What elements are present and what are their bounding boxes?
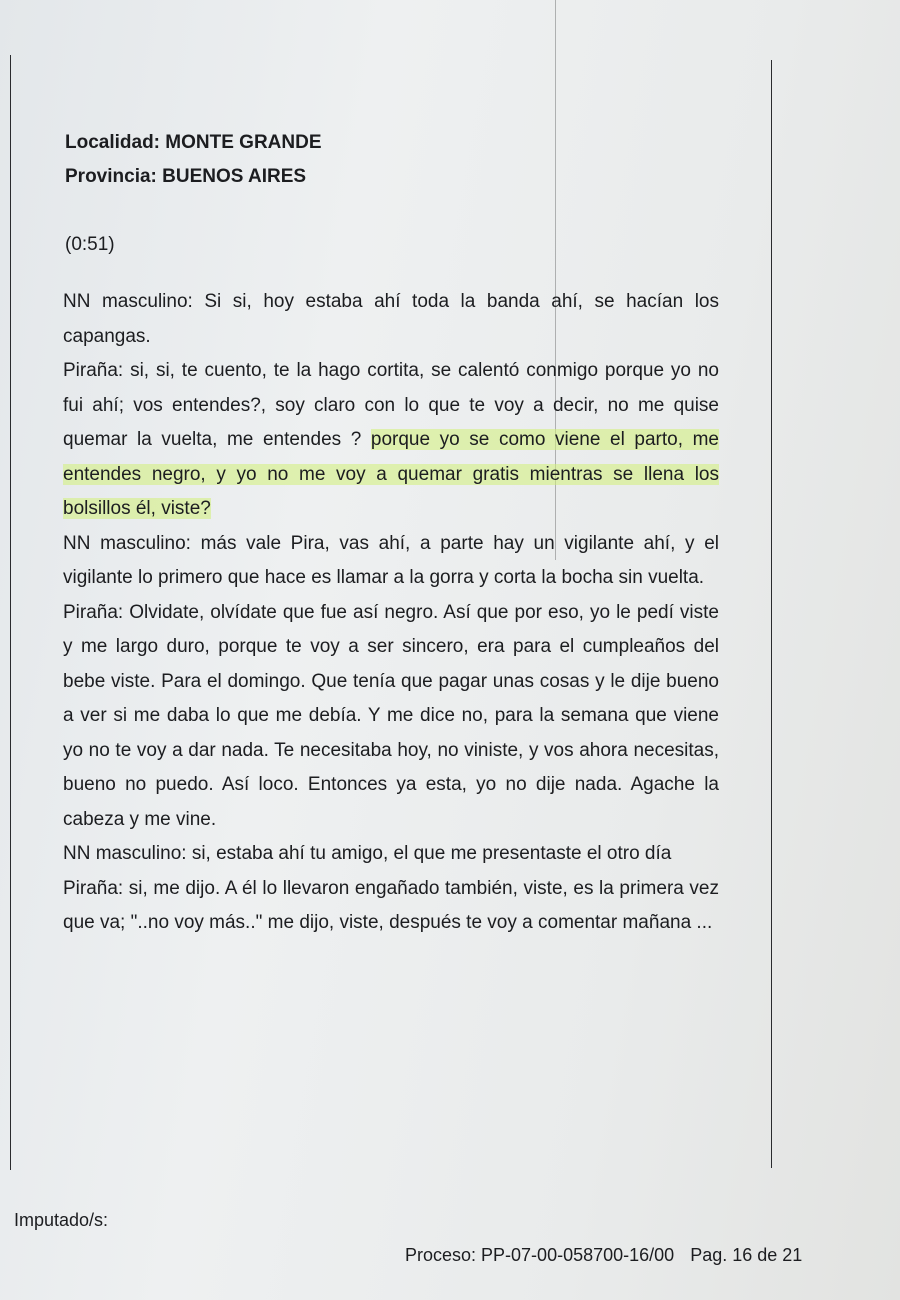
paragraph-text: Piraña: si, si, te cuento, te la hago cortita, se calentó conmigo porque yo no fui ahí; vos entendes?, soy claro con lo que te voy a decir, no me quise quemar la vuelta, me entendes ? — [63, 360, 719, 450]
timestamp: (0:51) — [65, 234, 115, 255]
page-number: Pag. 16 de 21 — [690, 1245, 803, 1265]
localidad-line: Localidad: MONTE GRANDE — [65, 132, 322, 153]
transcript-paragraph: NN masculino: más vale Pira, vas ahí, a parte hay un vigilante ahí, y el vigilante lo primero que hace es llamar a la gorra y corta la bocha sin vuelta. — [63, 532, 719, 588]
page-footer — [405, 1245, 802, 1266]
highlighted-text: porque yo se como viene el parto, me entendes negro, y yo no me voy a quemar gratis mientras se llena los bolsillos él, viste? — [63, 429, 719, 519]
transcript-paragraph: Piraña: Olvidate, olvídate que fue así negro. Así que por eso, yo le pedí viste y me largo duro, porque te voy a ser sincero, era para el cumpleaños del bebe viste. Para el domingo. Que tenía que pagar unas cosas y le dije bueno a ver si me daba lo que me debía. Y me dice no, para la semana que viene yo no te voy a dar nada. Te necesitaba hoy, no viniste, y vos ahora necesitas, bueno no puedo. Así loco. Entonces ya esta, yo no dije nada. Agache la cabeza y me vine. — [63, 601, 719, 830]
transcript-paragraph — [63, 354, 719, 527]
provincia-line: Provincia: BUENOS AIRES — [65, 166, 307, 187]
document-header — [65, 126, 322, 194]
transcript-paragraph: NN masculino: si, estaba ahí tu amigo, el que me presentaste el otro día — [63, 843, 672, 864]
transcript-body — [63, 285, 719, 941]
page-border-right — [771, 60, 772, 1168]
imputados-label: Imputado/s: — [14, 1210, 109, 1230]
proceso-number: Proceso: PP-07-00-058700-16/00 — [405, 1245, 675, 1265]
page-border-left — [10, 55, 11, 1170]
transcript-paragraph: Piraña: si, me dijo. A él lo llevaron engañado también, viste, es la primera vez que va; "..no voy más.." me dijo, viste, después te voy a comentar mañana ... — [63, 877, 719, 933]
transcript-paragraph: NN masculino: Si si, hoy estaba ahí toda la banda ahí, se hacían los capangas. — [63, 291, 719, 347]
